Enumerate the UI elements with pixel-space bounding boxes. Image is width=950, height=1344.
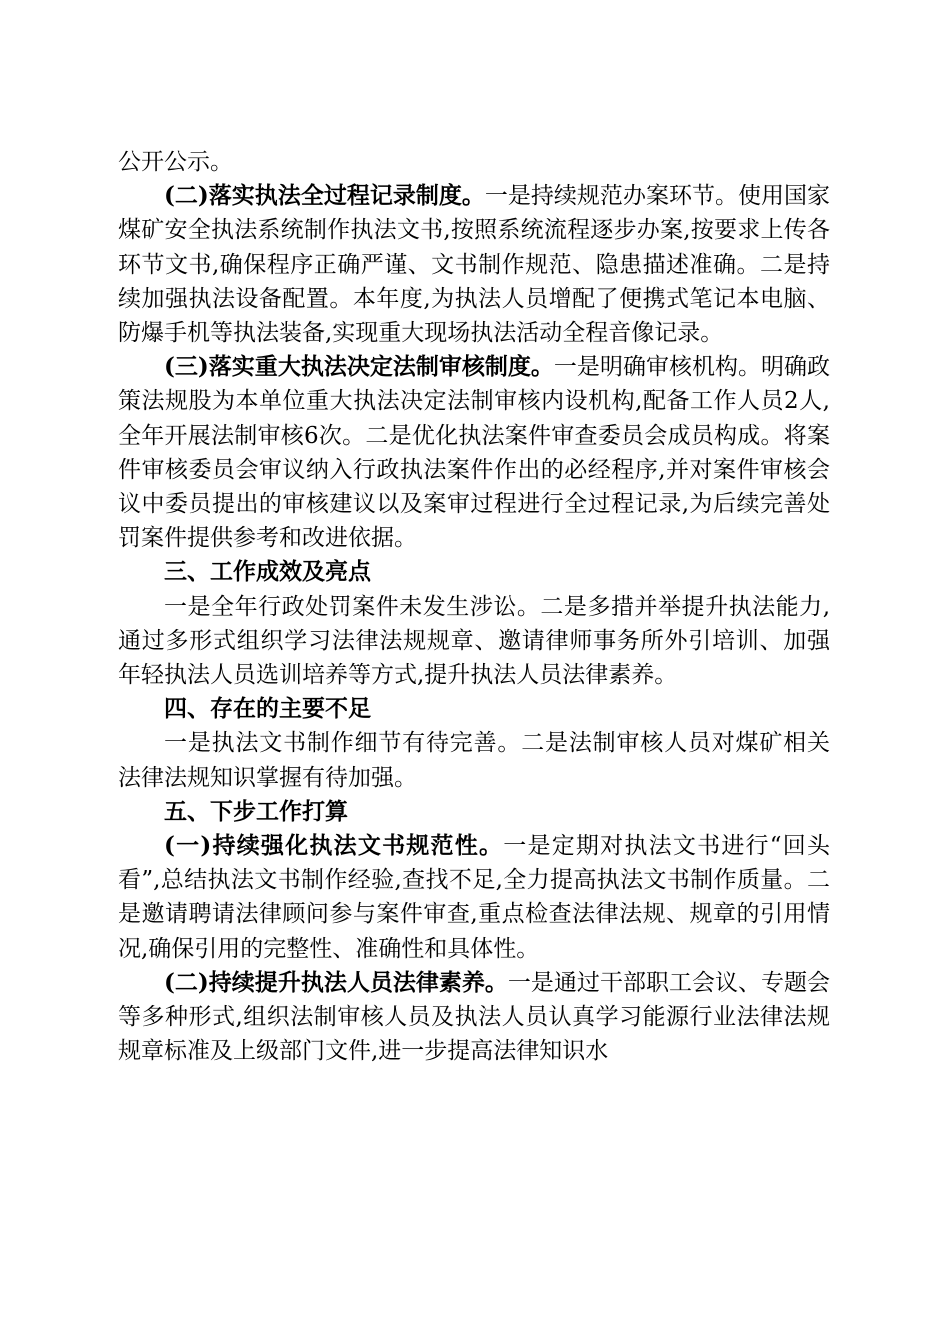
section-heading-results: 三、工作成效及亮点 — [164, 559, 371, 586]
document-page — [118, 145, 830, 1068]
paragraph-legal-review — [118, 350, 830, 555]
paragraph-shortcomings: 一是执法文书制作细节有待完善。二是法制审核人员对煤矿相关法律法规知识掌握有待加强。 — [118, 730, 830, 791]
section-heading-next-steps: 五、下步工作打算 — [164, 798, 348, 825]
subsection-title-record-system: (二)落实执法全过程记录制度。 — [164, 182, 485, 210]
paragraph-body-record-system: 一是持续规范办案环节。使用国家煤矿安全执法系统制作执法文书,按照系统流程逐步办案,按要求上传各环节文书,确保程序正确严谨、文书制作规范、隐患描述准确。二是持续加强执法设备配置。本年度,为执法人员增配了便携式笔记本电脑、防爆手机等执法装备,实现重大现场执法活动全程音像记录。 — [118, 183, 831, 347]
subsection-title-document-standards: (一)持续强化执法文书规范性。 — [164, 832, 504, 860]
subsection-title-legal-review: (三)落实重大执法决定法制审核制度。 — [164, 353, 554, 381]
paragraph-legal-literacy — [118, 966, 830, 1069]
paragraph-document-standards — [118, 829, 830, 966]
section-heading-shortcomings: 四、存在的主要不足 — [164, 696, 371, 723]
subsection-title-legal-literacy: (二)持续提升执法人员法律素养。 — [164, 968, 508, 996]
paragraph-body-document-standards: 一是定期对执法文书进行“回头看”,总结执法文书制作经验,查找不足,全力提高执法文书制作质量。二是邀请聘请法律顾问参与案件审查,重点检查法律法规、规章的引用情况,确保引用的完整性、准确性和具体性。 — [118, 833, 830, 962]
paragraph-record-system — [118, 179, 830, 350]
paragraph-body-legal-literacy: 一是通过干部职工会议、专题会等多种形式,组织法制审核人员及执法人员认真学习能源行业法律法规规章标准及上级部门文件,进一步提高法律知识水 — [118, 969, 831, 1065]
paragraph-results: 一是全年行政处罚案件未发生涉讼。二是多措并举提升执法能力,通过多形式组织学习法律法规规章、邀请律师事务所外引培训、加强年轻执法人员选训培养等方式,提升执法人员法律素养。 — [118, 593, 830, 689]
paragraph-body-legal-review: 一是明确审核机构。明确政策法规股为本单位重大执法决定法制审核内设机构,配备工作人员2人,全年开展法制审核6次。二是优化执法案件审查委员会成员构成。将案件审核委员会审议纳入行政执法案件作出的必经程序,并对案件审核会议中委员提出的审核建议以及案审过程进行全过程记录,为后续完善处罚案件提供参考和改进依据。 — [118, 354, 831, 552]
paragraph-continuation: 公开公示。 — [118, 149, 233, 175]
